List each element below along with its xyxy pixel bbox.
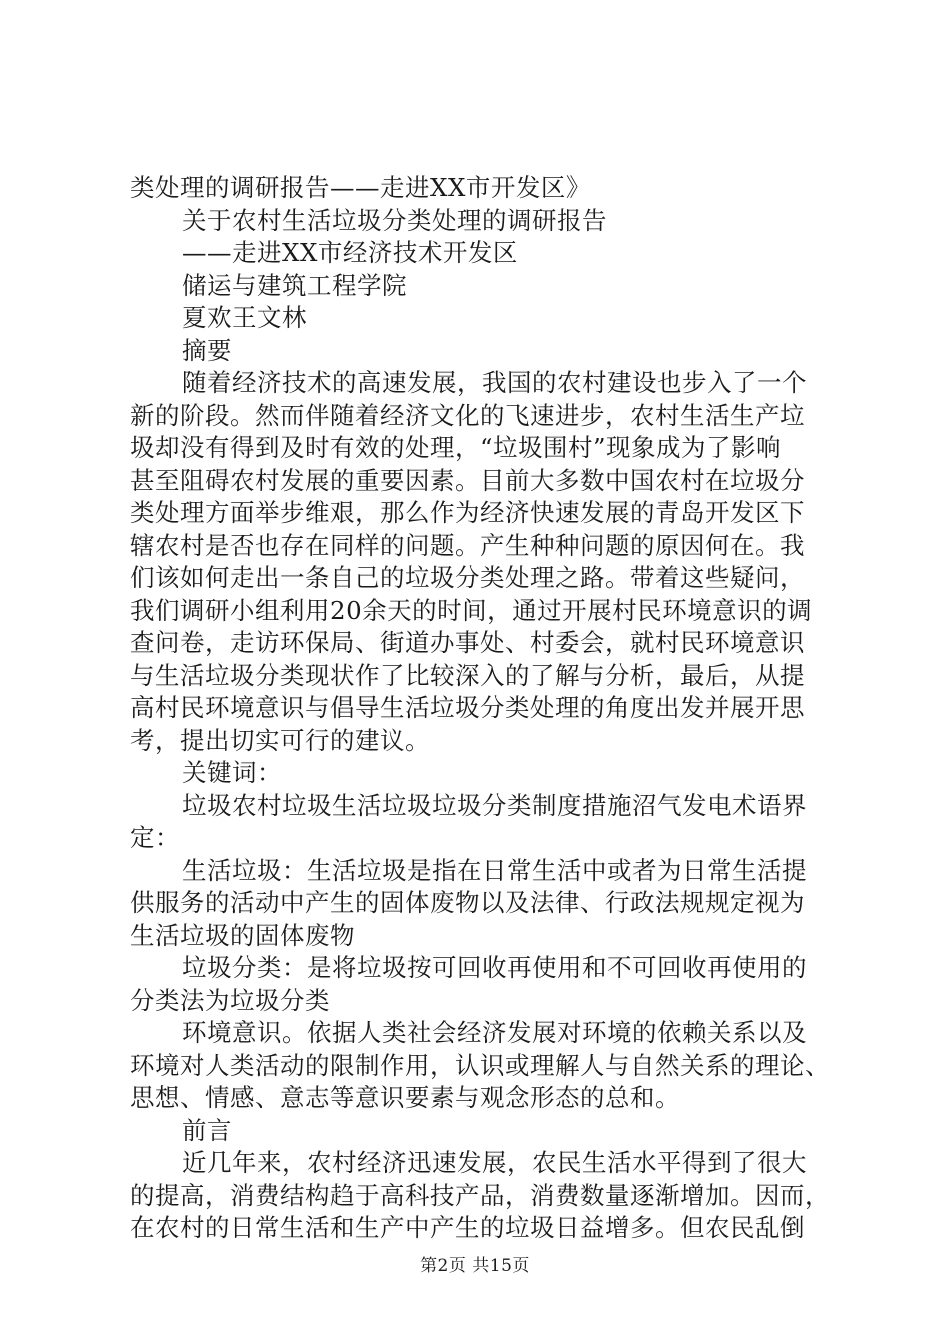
text-line: 考，提出切实可行的建议。 — [130, 725, 430, 755]
text-line: 我们调研小组利用20余天的时间，通过开展村民环境意识的调 — [130, 595, 813, 625]
text-line: 生活垃圾：生活垃圾是指在日常生活中或者为日常生活提 — [182, 855, 807, 885]
text-line: 近几年来，农村经济迅速发展，农民生活水平得到了很大 — [182, 1148, 807, 1177]
text-line: 供服务的活动中产生的固体废物以及法律、行政法规规定视为 — [130, 888, 805, 917]
document-body — [130, 172, 830, 1245]
text-line: ——走进XX市经济技术开发区 — [182, 238, 518, 267]
text-line: 圾却没有得到及时有效的处理，“垃圾围村”现象成为了影响 — [130, 433, 782, 462]
text-line: 与生活垃圾分类现状作了比较深入的了解与分析，最后，从提 — [130, 660, 805, 690]
text-line: 高村民环境意识与倡导生活垃圾分类处理的角度出发并展开思 — [130, 693, 805, 722]
text-line: 查问卷，走访环保局、街道办事处、村委会，就村民环境意识 — [130, 628, 805, 657]
text-line: 垃圾农村垃圾生活垃圾垃圾分类制度措施沼气发电术语界 — [182, 790, 807, 820]
text-line: 关于农村生活垃圾分类处理的调研报告 — [182, 205, 607, 235]
text-line: 分类法为垃圾分类 — [130, 985, 330, 1015]
text-line: 定： — [130, 823, 180, 852]
text-line: 类处理的调研报告——走进XX市开发区》 — [130, 173, 591, 202]
text-line: 随着经济技术的高速发展，我国的农村建设也步入了一个 — [182, 368, 807, 397]
text-line: 们该如何走出一条自己的垃圾分类处理之路。带着这些疑问， — [130, 563, 805, 592]
text-line: 夏欢王文林 — [182, 303, 307, 332]
text-line: 甚至阻碍农村发展的重要因素。目前大多数中国农村在垃圾分 — [130, 465, 805, 495]
text-line: 的提高，消费结构趋于高科技产品，消费数量逐渐增加。因而， — [130, 1180, 830, 1210]
text-line: 摘要 — [182, 335, 232, 365]
text-line: 在农村的日常生活和生产中产生的垃圾日益增多。但农民乱倒 — [130, 1213, 805, 1242]
text-line: 辖农村是否也存在同样的问题。产生种种问题的原因何在。我 — [130, 530, 805, 560]
text-line: 新的阶段。然而伴随着经济文化的飞速进步，农村生活生产垃 — [130, 400, 805, 430]
page-footer: 第2页 共15页 — [420, 1256, 530, 1276]
text-line: 环境意识。依据人类社会经济发展对环境的依赖关系以及 — [182, 1018, 807, 1047]
text-line: 垃圾分类：是将垃圾按可回收再使用和不可回收再使用的 — [182, 953, 807, 982]
text-line: 前言 — [182, 1115, 232, 1145]
text-line: 类处理方面举步维艰，那么作为经济快速发展的青岛开发区下 — [130, 498, 805, 527]
text-line: 关键词： — [182, 758, 282, 787]
text-line: 环境对人类活动的限制作用，认识或理解人与自然关系的理论、 — [130, 1050, 830, 1080]
text-line: 储运与建筑工程学院 — [182, 270, 407, 300]
text-line: 生活垃圾的固体废物 — [130, 920, 355, 950]
text-line: 思想、情感、意志等意识要素与观念形态的总和。 — [130, 1083, 680, 1112]
